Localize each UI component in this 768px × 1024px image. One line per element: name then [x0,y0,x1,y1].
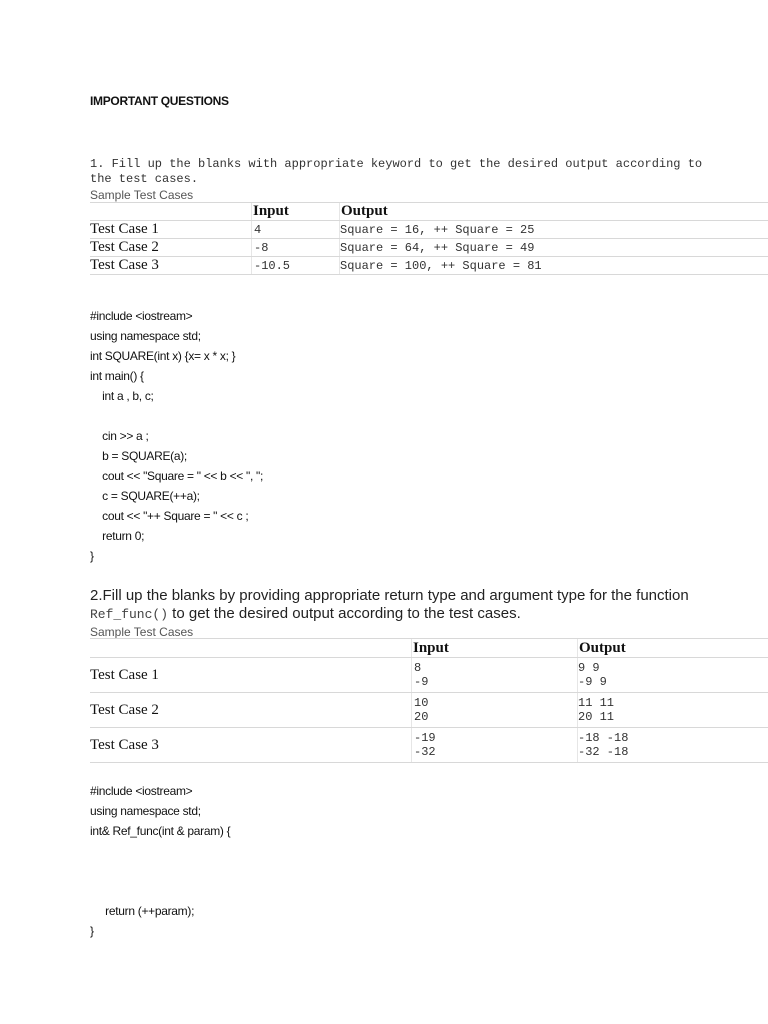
question-2-text [90,587,710,624]
test-case-output: 9 9 -9 9 [578,658,768,693]
table-row [90,221,768,239]
page-title: IMPORTANT QUESTIONS [90,94,229,108]
test-case-input: 4 [252,221,340,239]
code-line [90,841,230,861]
code-line [90,881,230,901]
code-line: return (++param); [90,904,195,918]
question-1-caption: Sample Test Cases [90,188,194,202]
question-2-caption: Sample Test Cases [90,625,194,639]
test-case-output: -18 -18 -32 -18 [578,728,768,763]
test-case-input: -8 [252,239,340,257]
test-case-name: Test Case 3 [90,257,252,275]
question-2-text-before: 2.Fill up the blanks by providing appropriate return type and argument type for the function [90,587,689,604]
code-line: b = SQUARE(a); [90,449,187,463]
test-case-input: 8 -9 [412,658,578,693]
function-name: Ref_func() [90,607,169,622]
table-row [90,257,768,275]
header-blank [90,203,252,221]
code-line: int a , b, c; [90,389,154,403]
question-2-test-table [90,638,768,763]
code-line: } [90,924,94,938]
test-case-name: Test Case 1 [90,221,252,239]
code-line [90,861,230,881]
question-1-code [90,306,263,566]
test-case-input: -19 -32 [412,728,578,763]
question-1-test-table [90,202,768,275]
table-row [90,693,768,728]
code-line: cin >> a ; [90,429,149,443]
code-line: int main() { [90,369,144,383]
question-2-code [90,781,230,941]
test-case-input: -10.5 [252,257,340,275]
table-header-row [90,203,768,221]
header-input: Input [412,639,578,658]
code-line: } [90,549,94,563]
header-input: Input [252,203,340,221]
code-line: int& Ref_func(int & param) { [90,824,231,838]
header-blank [90,639,412,658]
test-case-output: Square = 16, ++ Square = 25 [340,221,768,239]
test-case-name: Test Case 1 [90,658,412,693]
question-1-text: 1. Fill up the blanks with appropriate keyword to get the desired output according to the test cases. [90,157,703,186]
table-header-row [90,639,768,658]
test-case-name: Test Case 2 [90,239,252,257]
test-case-output: Square = 64, ++ Square = 49 [340,239,768,257]
code-line: int SQUARE(int x) {x= x * x; } [90,349,236,363]
code-line: return 0; [90,529,145,543]
code-line: using namespace std; [90,329,201,343]
code-line: cout << "++ Square = " << c ; [90,509,249,523]
test-case-input: 10 20 [412,693,578,728]
code-line: cout << "Square = " << b << ", "; [90,469,264,483]
code-line: c = SQUARE(++a); [90,489,200,503]
test-case-output: 11 11 20 11 [578,693,768,728]
code-line: using namespace std; [90,804,201,818]
table-row [90,239,768,257]
code-line: #include <iostream> [90,784,193,798]
table-row [90,728,768,763]
test-case-name: Test Case 3 [90,728,412,763]
code-line: #include <iostream> [90,309,193,323]
test-case-output: Square = 100, ++ Square = 81 [340,257,768,275]
header-output: Output [578,639,768,658]
header-output: Output [340,203,768,221]
question-2-text-after: to get the desired output according to the test cases. [168,605,521,622]
test-case-name: Test Case 2 [90,693,412,728]
code-line [90,406,263,426]
table-row [90,658,768,693]
